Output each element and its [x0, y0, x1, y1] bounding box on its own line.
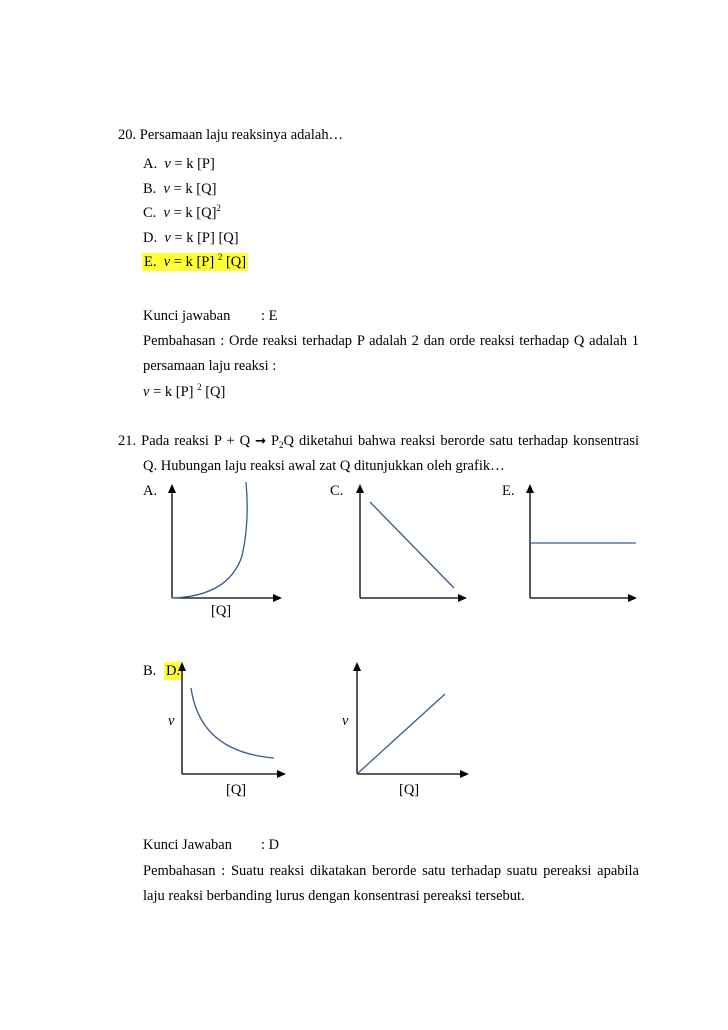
graph-d-y-arrow: [353, 662, 361, 671]
reaction-arrow-icon: →: [255, 434, 266, 449]
graph-a-x-label: [Q]: [211, 603, 232, 619]
q20-number: 20.: [118, 127, 137, 143]
graph-label-b: B.: [143, 663, 157, 679]
graph-c-x-arrow: [458, 594, 467, 602]
q21-key-value: : D: [261, 837, 280, 853]
q20-key-value: : E: [261, 308, 278, 324]
q20-option-a: A. v = k [P]: [143, 156, 215, 172]
q20-option-d: D. v = k [P] [Q]: [143, 230, 239, 246]
graph-b-y-arrow: [178, 662, 186, 671]
q21-key-label: Kunci Jawaban: [143, 837, 232, 853]
graph-c-y-arrow: [356, 484, 364, 493]
graph-b-curve: [191, 688, 274, 758]
graph-d-line: [357, 694, 445, 774]
graph-d-axes: [357, 666, 463, 774]
q21-number: 21.: [118, 433, 137, 449]
graph-a-y-arrow: [168, 484, 176, 493]
q20-text: Persamaan laju reaksinya adalah…: [139, 127, 344, 143]
q20-option-e-highlighted: E. v = k [P] $^2$ [Q]: [144, 252, 247, 270]
graph-a-x-arrow: [273, 594, 282, 602]
graph-e-x-arrow: [628, 594, 637, 602]
graph-label-a: A.: [143, 483, 158, 499]
q20-key-label: Kunci jawaban: [143, 308, 231, 324]
q20-question: [118, 126, 343, 144]
q20-key: [143, 307, 278, 325]
graph-d-y-label: v: [342, 713, 349, 729]
q20-option-c: C. v = k $[Q]^2$: [143, 203, 221, 221]
graph-e-y-arrow: [526, 484, 534, 493]
graph-b-y-label: v: [168, 713, 175, 729]
graph-label-d-highlighted: D.: [166, 663, 181, 679]
q20-formula: v = k [P] $^2$ [Q]: [143, 382, 226, 400]
graph-e: [518, 482, 643, 607]
graph-c-line: [370, 502, 454, 588]
q20-discussion-line2: persamaan laju reaksi :: [143, 358, 277, 374]
q21-discussion-line1: Pembahasan : Suatu reaksi dikatakan berorde satu terhadap suatu pereaksi apabila: [143, 863, 639, 879]
graph-d-x-arrow: [460, 770, 469, 778]
graph-a: [160, 482, 300, 607]
graph-label-c: C.: [330, 483, 344, 499]
q20-option-b: B. v = k [Q]: [143, 181, 217, 197]
graph-d: [345, 660, 475, 780]
graph-b-x-arrow: [277, 770, 286, 778]
graph-b-axes: [182, 666, 280, 774]
q21-key: [143, 836, 279, 854]
graph-c: [348, 482, 473, 607]
graph-b-x-label: [Q]: [226, 782, 247, 798]
graph-b: [170, 660, 290, 780]
graph-label-e: E.: [502, 483, 515, 499]
q21-discussion-line2: laju reaksi berbanding lurus dengan konsentrasi pereaksi tersebut.: [143, 888, 525, 904]
graph-d-x-label: [Q]: [399, 782, 420, 798]
graph-a-curve: [172, 482, 247, 598]
q21-question-line1: 21. Pada reaksi $P + Q \to P_2Q$ diketahui bahwa reaksi berorde satu terhadap konsentrasi: [118, 433, 639, 450]
q20-discussion-line1: Pembahasan : Orde reaksi terhadap P adalah 2 dan orde reaksi terhadap Q adalah 1: [143, 333, 639, 349]
q21-question-line2: Q. Hubungan laju reaksi awal zat Q ditunjukkan oleh grafik…: [143, 458, 505, 474]
